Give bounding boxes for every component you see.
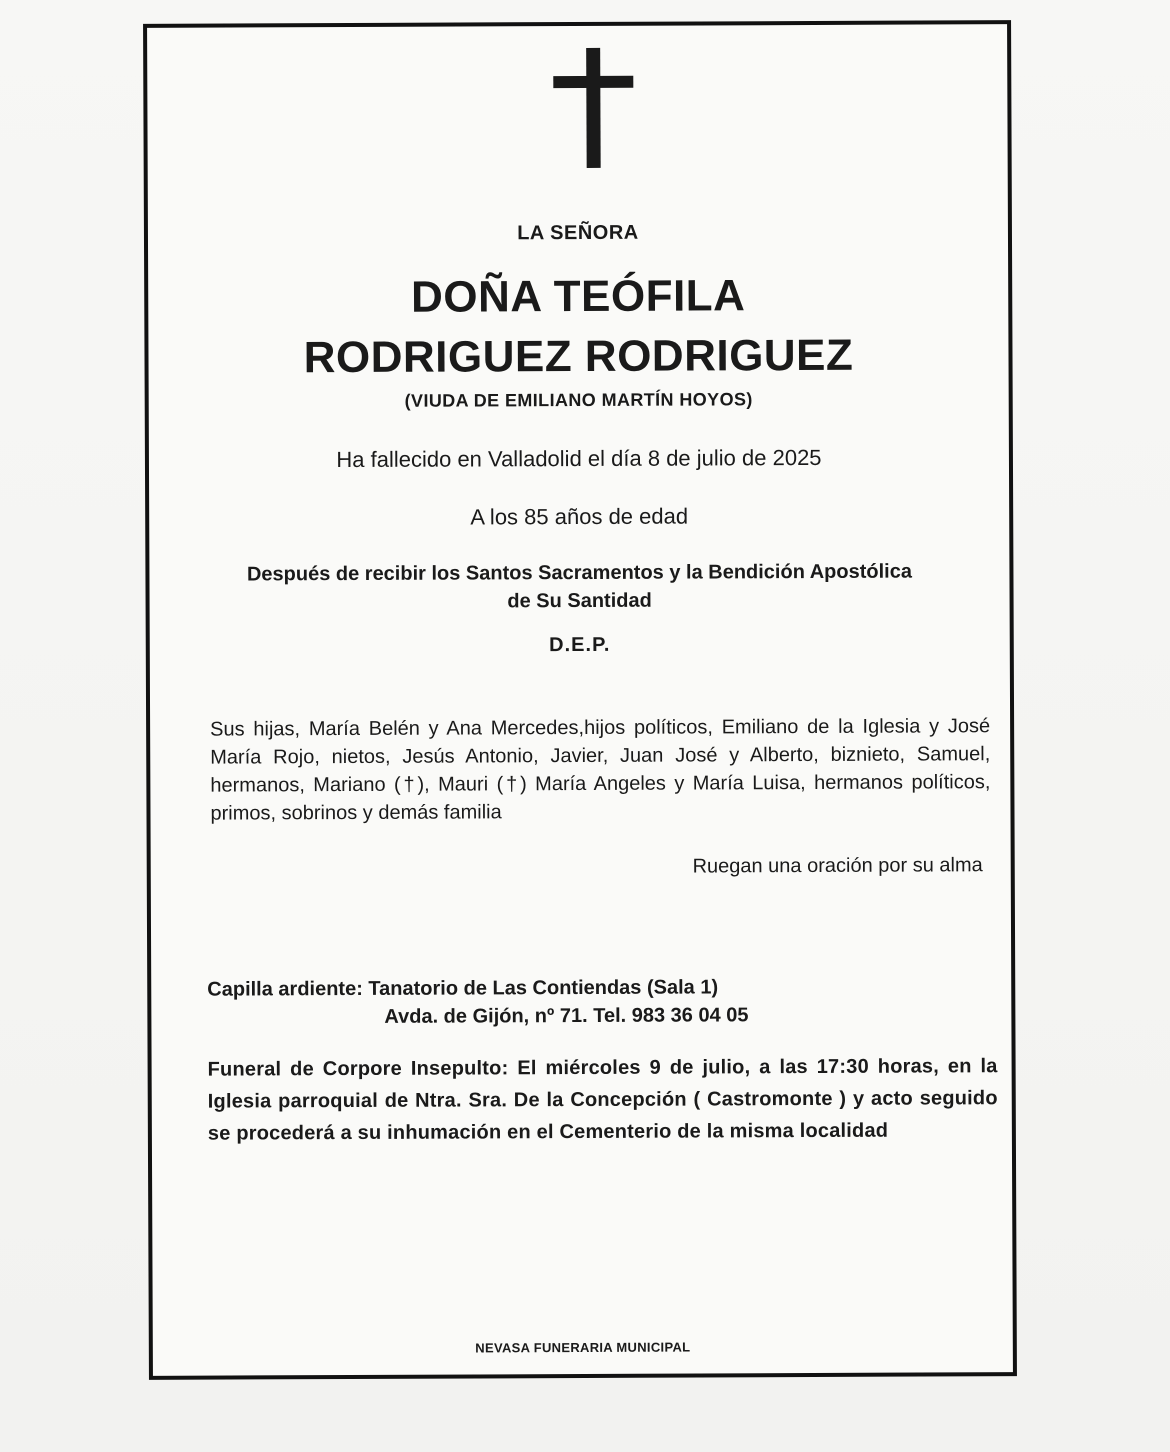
- obituary-frame: [143, 20, 1017, 1380]
- honorific: LA SEÑORA: [517, 221, 639, 245]
- age-statement: A los 85 años de edad: [470, 503, 689, 530]
- sacraments-line2: de Su Santidad: [507, 589, 652, 613]
- funeral-home-footer: NEVASA FUNERARIA MUNICIPAL: [475, 1339, 691, 1356]
- latin-cross-icon: [553, 48, 634, 168]
- cross-vertical-bar: [586, 48, 601, 168]
- family-paragraph: Sus hijas, María Belén y Ana Mercedes,hijos políticos, Emiliano de la Iglesia y José María Rojo, nietos, Jesús Antonio, Javier, Juan José y Alberto, biznieto, Samuel, hermanos, Mariano (†), Mauri (†) María Angeles y María Luisa, hermanos políticos, primos, sobrinos y demás familia: [210, 715, 991, 825]
- widow-of: (VIUDA DE EMILIANO MARTÍN HOYOS): [404, 389, 753, 411]
- chapel-label: Capilla ardiente: Tanatorio de Las Contiendas (Sala 1): [207, 976, 719, 1001]
- chapel-address: Avda. de Gijón, nº 71. Tel. 983 36 04 05: [384, 1004, 749, 1028]
- prayer-request: Ruegan una oración por su alma: [692, 854, 983, 878]
- death-statement: Ha fallecido en Valladolid el día 8 de julio de 2025: [336, 444, 822, 473]
- sacraments-line1: Después de recibir los Santos Sacramentos y la Bendición Apostólica: [246, 560, 913, 586]
- funeral-info: Funeral de Corpore Insepulto: El miércoles 9 de julio, a las 17:30 horas, en la Iglesia parroquial de Ntra. Sra. De la Concepción ( Castromonte ) y acto seguido se procederá a su inhumación en el Cementerio de la misma localidad: [207, 1055, 998, 1145]
- chapel-info: [207, 973, 749, 1028]
- deceased-name-line1: DOÑA TEÓFILA: [410, 271, 746, 322]
- rip-abbreviation: D.E.P.: [549, 633, 611, 657]
- cross-horizontal-bar: [553, 76, 633, 88]
- deceased-name-line2: RODRIGUEZ RODRIGUEZ: [303, 330, 854, 383]
